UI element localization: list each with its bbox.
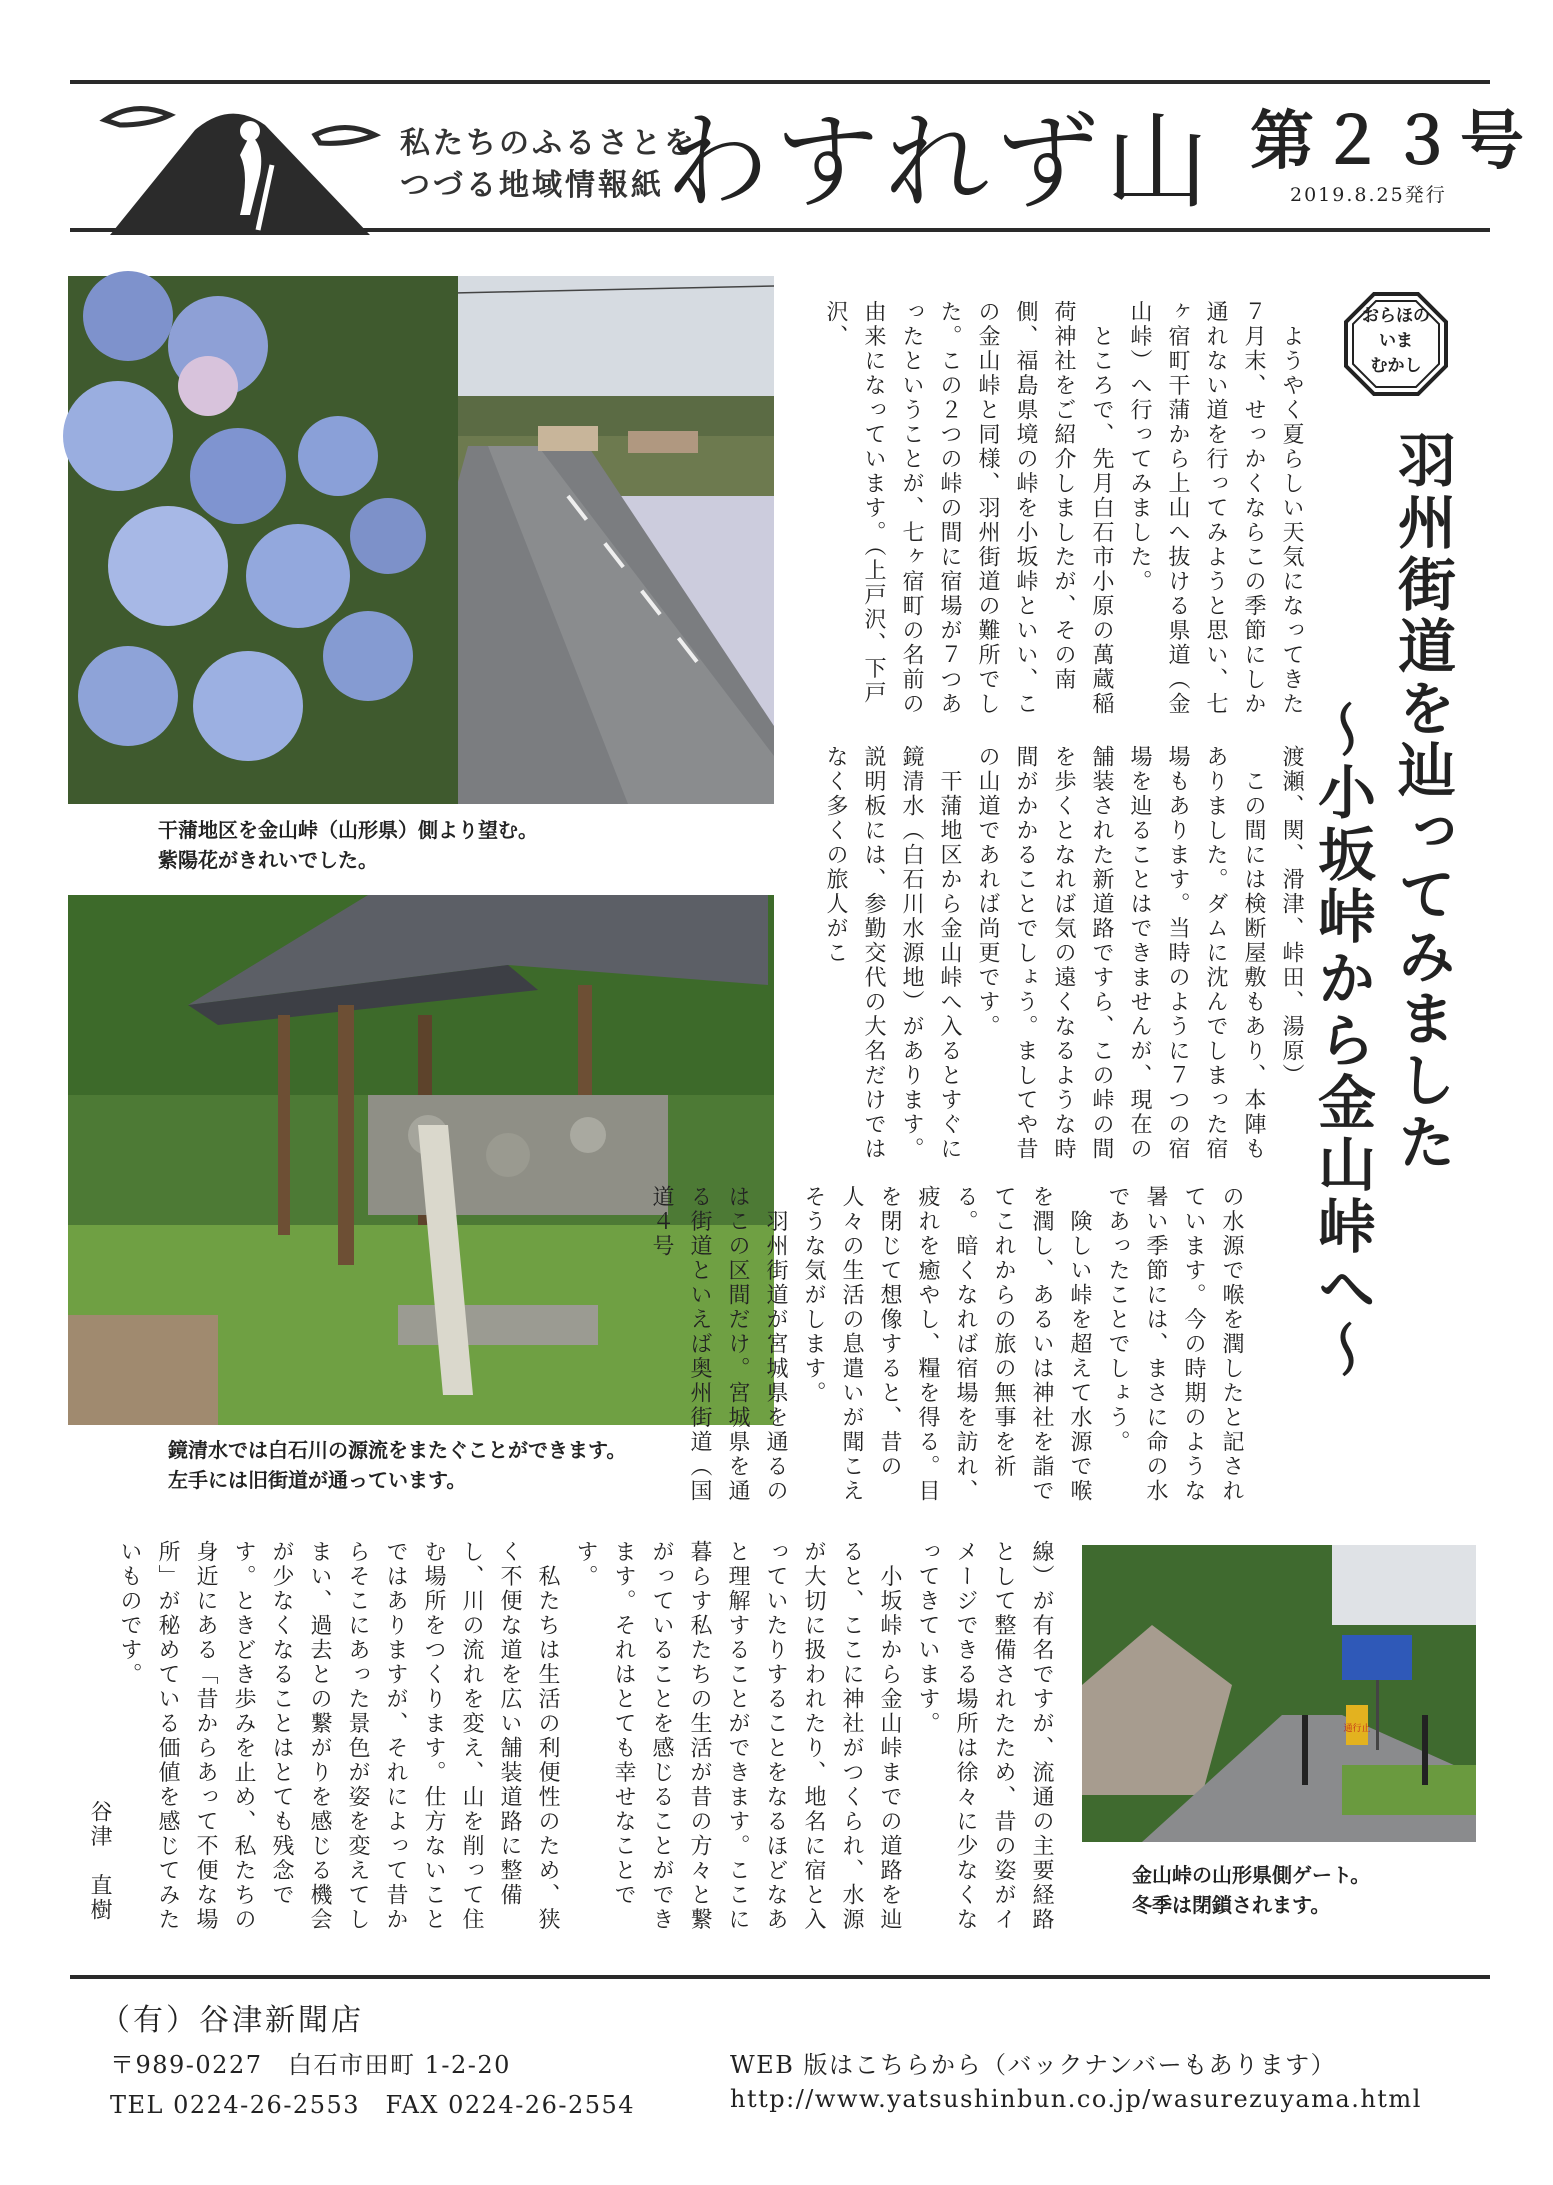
author-name: 谷津 直樹: [87, 1800, 112, 1923]
article-author: [88, 1800, 118, 1940]
article-text: 線）が有名ですが、流通の主要経路として整備されたため、昔の姿がイメージできる場所は徐々に少なくなってきています。 小坂峠から金山峠までの道路を辿ると、ここに神社がつくられ、水源が大切に扱われたり、地名に宿と入っていたりすることをなるほどなあと理解することができます。ここに暮らす私たちの生活が昔の方々と繋がっていることを感じることができます。それはとても幸せなことです。 私たちは生活の利便性のため、狭く不便な道を広い舗装道路に整備し、川の流れを変え、山を削って住む場所をつくります。仕方ないことではありますが、それによって昔からそこにあった景色が姿を変えてしまい、過去との繋がりを感じる機会が少なくなることはとても残念です。ときどき歩みを止め、私たちの身近にある「昔からあって不便な場所」が秘めている価値を感じてみたいものです。: [117, 1540, 1054, 1932]
series-badge: [1342, 290, 1450, 398]
article-text: の水源で喉を潤したと記されています。今の時期のような暑い季節には、まさに命の水であったことでしょう。 険しい峠を超えて水源で喉を潤し、あるいは神社を詣でてこれからの旅の無事を祈る。暗くなれば宿場を訪れ、疲れを癒やし、糧を得る。目を閉じて想像すると、昔の人々の生活の息遣いが聞こえそうな気がします。 羽州街道が宮城県を通るのはこの区間だけ。宮城県を通る街道といえば奥州街道（国道４号: [649, 1185, 1244, 1504]
photo-3-caption: [1132, 1860, 1370, 1920]
issue-date: 2019.8.25発行: [1290, 184, 1447, 206]
badge-line1: おらほの: [1362, 306, 1430, 326]
tagline-line2: つづる地域情報紙: [400, 168, 664, 203]
company-address: 〒989-0227 白石市田町 1-2-20: [110, 2051, 511, 2079]
article-text: ようやく夏らしい天気になってきた７月末、せっかくならこの季節にしか通れない道を行ってみようと思い、七ヶ宿町干蒲から上山へ抜ける県道（金山峠）へ行ってみました。 ところで、先月白石市小原の萬蔵稲荷神社をご紹介しましたが、その南側、福島県境の峠を小坂峠といい、この金山峠と同様、羽州街道の難所でした。この２つの峠の間に宿場が７つあったということが、七ヶ宿町の名前の由来になっています。（上戸沢、下戸沢、: [823, 300, 1304, 717]
photo-1-caption: [158, 815, 538, 875]
photo-2-caption: [168, 1435, 626, 1495]
caption-line: 紫陽花がきれいでした。: [158, 848, 378, 872]
article-block-4: [117, 1540, 1060, 1940]
caption-line: 冬季は閉鎖されます。: [1132, 1893, 1331, 1917]
caption-line: 干蒲地区を金山峠（山形県）側より望む。: [158, 818, 538, 842]
footer-rule: [70, 1975, 1490, 1979]
caption-line: 鏡清水では白石川の源流をまたぐことができます。: [168, 1438, 627, 1462]
article-block-3: [649, 1185, 1250, 1525]
top-rule: [70, 80, 1490, 84]
tagline-line1: 私たちのふるさとを: [400, 126, 697, 161]
caption-line: 左手には旧街道が通っています。: [168, 1468, 467, 1492]
web-label: WEB 版はこちらから（バックナンバーもあります）: [730, 2051, 1337, 2079]
mountain-logo-icon: [100, 95, 380, 240]
headline-main: 羽州街道を辿ってみました: [1388, 430, 1456, 1174]
newsletter-title: わすれず山: [665, 101, 1216, 223]
badge-line2: いま: [1379, 331, 1413, 351]
photo-hydrangea-road: [68, 276, 774, 804]
company-phone: TEL 0224-26-2553 FAX 0224-26-2554: [110, 2091, 636, 2119]
web-url-link[interactable]: http://www.yatsushinbun.co.jp/wasurezuyama.html: [730, 2085, 1422, 2113]
photo-kanayama-gate: [1082, 1545, 1476, 1842]
headline-sub: ～小坂峠から金山峠へ～: [1308, 700, 1376, 1382]
caption-line: 金山峠の山形県側ゲート。: [1132, 1863, 1371, 1887]
article-block-1: [790, 300, 1310, 720]
article-text: 渡瀬、関、滑津、峠田、湯原） この間には検断屋敷もあり、本陣もありました。ダムに沈んでしまった宿場もあります。当時のように７つの宿場を辿ることはできませんが、現在の舗装された新道路ですら、この峠の間を歩くとなれば気の遠くなるような時間がかかることでしょう。ましてや昔の山道であれば尚更です。 干蒲地区から金山峠へ入るとすぐに鏡清水（白石川水源地）があります。説明板には、参勤交代の大名だけではなく多くの旅人がこ: [823, 745, 1304, 1162]
company-name: （有）谷津新聞店: [100, 2003, 364, 2038]
badge-line3: むかし: [1370, 356, 1422, 376]
sign-text: 通行止: [1343, 1724, 1371, 1734]
article-block-2: [790, 745, 1310, 1165]
issue-number: 第２３号: [1250, 104, 1530, 179]
